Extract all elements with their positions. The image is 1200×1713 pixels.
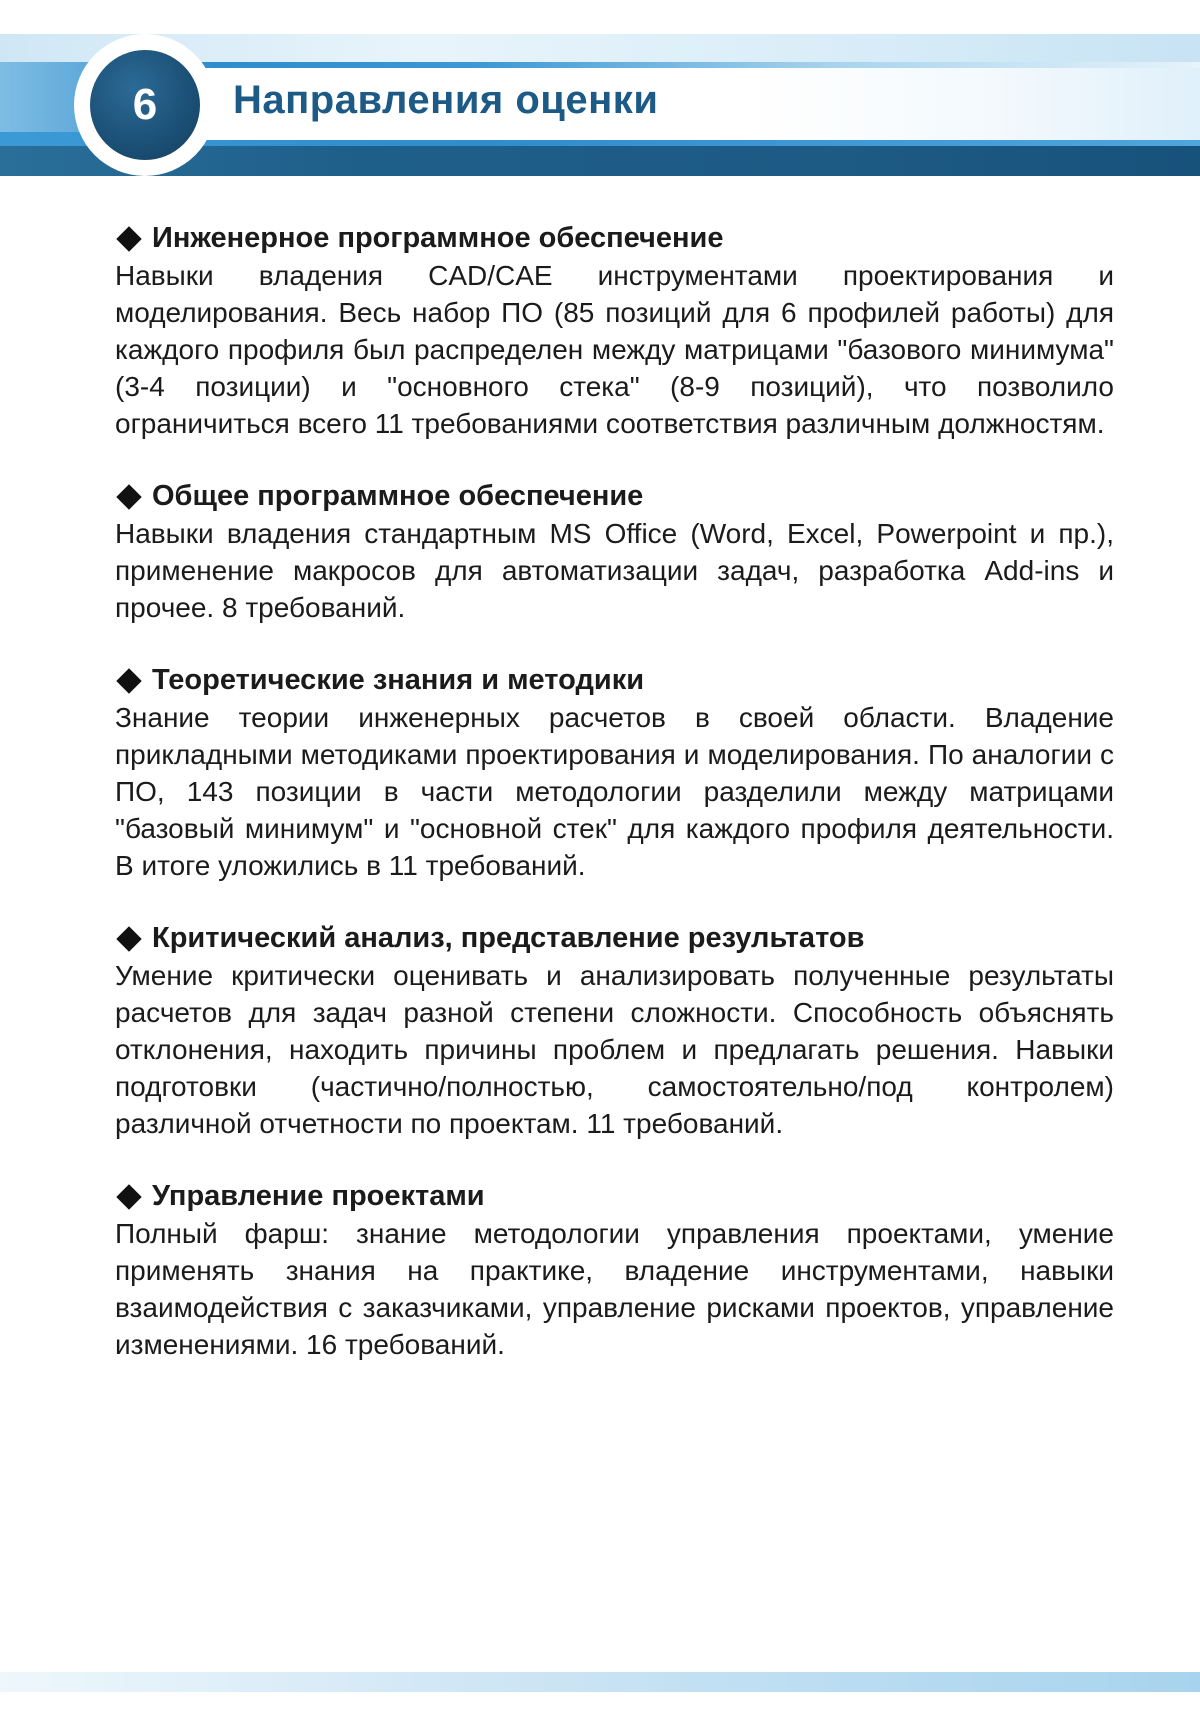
section-heading (115, 478, 1114, 515)
section-critical-analysis (115, 920, 1114, 1142)
section-number: 6 (132, 80, 158, 129)
page-title: Направления оценки (233, 78, 659, 122)
diamond-icon (116, 926, 141, 951)
section-paragraph: Полный фарш: знание методологии управления проектами, умение применять знания на практике, владение инструментами, навыки взаимодействия с заказчиками, управление рисками проектов, управление изменениями. 16 требований. (115, 1218, 1114, 1360)
diamond-icon (116, 1184, 141, 1209)
section-heading (115, 920, 1114, 957)
section-paragraph: Навыки владения CAD/CAE инструментами проектирования и моделирования. Весь набор ПО (85 позиций для 6 профилей работы) для каждого профиля был распределен между матрицами "базового минимума" (3-4 позиции) и "основного стека" (8-9 позиций), что позволило ограничиться всего 11 требованиями соответствия различным должностям. (115, 260, 1114, 439)
section-header (0, 0, 1200, 185)
section-heading-text: Управление проектами (152, 1180, 485, 1212)
diamond-icon (116, 226, 141, 251)
section-heading-text: Теоретические знания и методики (152, 664, 645, 696)
footer-band (0, 1672, 1200, 1692)
section-engineering-software (115, 220, 1114, 442)
section-paragraph: Знание теории инженерных расчетов в своей области. Владение прикладными методиками проектирования и моделирования. По аналогии с ПО, 143 позиции в части методологии разделили между матрицами "базовый минимум" и "основной стек" для каждого профиля деятельности. В итоге уложились в 11 требований. (115, 702, 1114, 881)
section-heading-text: Инженерное программное обеспечение (152, 222, 724, 254)
section-paragraph: Умение критически оценивать и анализировать полученные результаты расчетов для задач разной степени сложности. Способность объяснять отклонения, находить причины проблем и предлагать решения. Навыки подготовки (частично/полностью, самостоятельно/под контролем) различной отчетности по проектам. 11 требований. (115, 960, 1114, 1139)
section-theory-methods (115, 662, 1114, 884)
content-area (115, 220, 1114, 1399)
section-number-badge (90, 50, 200, 160)
section-heading-text: Критический анализ, представление результатов (152, 922, 865, 954)
section-heading-text: Общее программное обеспечение (152, 480, 644, 512)
diamond-icon (116, 484, 141, 509)
section-heading (115, 1178, 1114, 1215)
section-project-management (115, 1178, 1114, 1363)
section-heading (115, 220, 1114, 257)
diamond-icon (116, 668, 141, 693)
section-heading (115, 662, 1114, 699)
section-paragraph: Навыки владения стандартным MS Office (Word, Excel, Powerpoint и пр.), применение макросов для автоматизации задач, разработка Add-ins и прочее. 8 требований. (115, 518, 1114, 623)
section-general-software (115, 478, 1114, 626)
